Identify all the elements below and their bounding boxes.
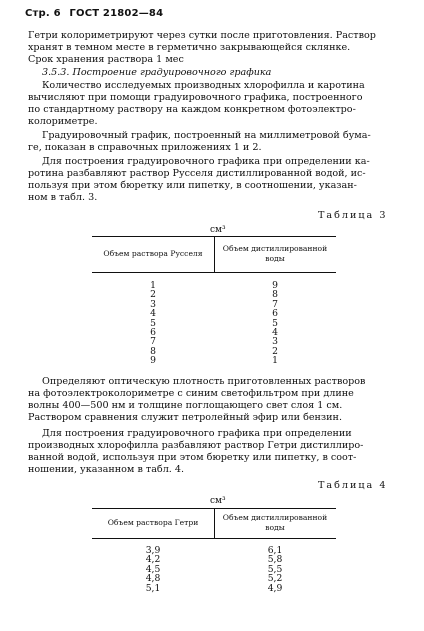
table-cell: 5,5: [267, 563, 283, 575]
text-line: Для построения градуировочного графика при определении ка-: [42, 156, 370, 167]
text-line: ге, показан в справочных приложениях 1 и 2.: [28, 142, 262, 153]
table-cell: 4: [150, 308, 156, 320]
header-line: воды: [265, 254, 285, 263]
page-number: Стр. 6: [25, 8, 61, 19]
section-heading: [28, 67, 396, 79]
table-cell: 5: [150, 317, 156, 329]
text-line: ном в табл. 3.: [28, 192, 98, 203]
table-cell: 5: [272, 317, 278, 329]
table4-col2: [214, 546, 336, 593]
text-line: вычисляют при помощи градуировочного графика, построенного: [28, 92, 363, 103]
table-cell: 5,2: [267, 573, 283, 585]
text-line: Количество исследуемых производных хлорофилла и каротина: [42, 80, 365, 91]
standard-code: ГОСТ 21802—84: [69, 8, 164, 19]
table-cell: 4,9: [267, 582, 283, 594]
text-line: ротина разбавляют раствор Русселя дистиллированной водой, ис-: [28, 168, 366, 179]
table-cell: 6,1: [267, 545, 283, 556]
table-cell: 4: [272, 326, 278, 338]
table4-unit: см³: [210, 496, 226, 506]
table-rule: [92, 272, 336, 273]
table-cell: 1: [150, 280, 156, 291]
table4-col1: [92, 546, 214, 593]
table4: [92, 508, 336, 623]
text-line: Для построения градуировочного графика при определении: [42, 428, 352, 439]
table-cell: 3: [272, 336, 278, 348]
header-line: Объем дистиллированной: [222, 513, 328, 522]
table-cell: 3,9: [145, 545, 161, 556]
paragraph-graph: [28, 130, 396, 154]
paragraph-storage: [28, 30, 396, 66]
text-line: ношении, указанном в табл. 4.: [28, 464, 185, 475]
table-cell: 5,1: [145, 582, 161, 594]
table-cell: 7: [272, 298, 278, 310]
table-cell: 7: [150, 336, 156, 348]
table-cell: 8: [150, 345, 156, 357]
paragraph-calibration: [28, 80, 396, 128]
paragraph-carotene: [28, 156, 396, 204]
table-cell: 2: [272, 345, 278, 357]
table-cell: 1: [272, 355, 278, 367]
text-line: Срок хранения раствора 1 мес: [28, 54, 184, 65]
table-cell: 4,5: [145, 563, 161, 575]
section-title: 3.5.3. Построение градуировочного графика: [42, 67, 272, 78]
text-line: хранят в темном месте в герметично закрывающейся склянке.: [28, 42, 351, 53]
table-cell: 9: [272, 280, 278, 291]
table4-col2-header: [214, 513, 336, 533]
table3: [92, 236, 336, 366]
table3-col1-header: Объем раствора Русселя: [103, 249, 203, 258]
text-line: пользуя при этом бюретку или пипетку, в соотношении, указан-: [28, 180, 357, 191]
table-cell: 9: [150, 355, 156, 367]
text-line: Раствором сравнения служит петролейный эфир или бензин.: [28, 412, 343, 423]
table3-caption: Таблица 3: [318, 210, 388, 221]
page-header: [25, 8, 168, 19]
table-cell: 6: [272, 308, 278, 320]
paragraph-chlorophyll: [28, 428, 396, 476]
table-cell: 6: [150, 326, 156, 338]
table-rule: [92, 538, 336, 539]
table-cell: 8: [272, 289, 278, 301]
text-line: Градуировочный график, построенный на миллиметровой бума-: [42, 130, 371, 141]
text-line: ванной водой, используя при этом бюретку или пипетку, в соот-: [28, 452, 357, 463]
table4-caption: Таблица 4: [318, 480, 388, 491]
table3-col2-header: [214, 244, 336, 264]
paragraph-optical-density: [28, 376, 396, 424]
table3-col1: [92, 281, 214, 366]
text-line: Определяют оптическую плотность приготовленных растворов: [42, 376, 366, 387]
text-line: на фотоэлектроколориметре с синим светофильтром при длине: [28, 388, 354, 399]
text-line: Гетри колориметрируют через сутки после приготовления. Раствор: [28, 30, 376, 41]
table-cell: 4,8: [145, 573, 161, 585]
table-cell: 2: [150, 289, 156, 301]
table3-col2: [214, 281, 336, 366]
table4-col1-header: Объем раствора Гетри: [107, 518, 199, 527]
table-cell: 3: [150, 298, 156, 310]
table-cell: 4,2: [145, 554, 161, 566]
text-line: по стандартному раствору на каждом конкретном фотоэлектро-: [28, 104, 356, 115]
text-line: волны 400—500 нм и толщине поглощающего свет слоя 1 см.: [28, 400, 343, 411]
table-cell: 5,8: [267, 554, 283, 566]
text-line: колориметре.: [28, 116, 98, 127]
text-line: производных хлорофилла разбавляют раствор Гетри дистиллиро-: [28, 440, 364, 451]
header-line: Объем дистиллированной: [222, 244, 328, 253]
table3-unit: см³: [210, 225, 226, 235]
header-line: воды: [265, 523, 285, 532]
